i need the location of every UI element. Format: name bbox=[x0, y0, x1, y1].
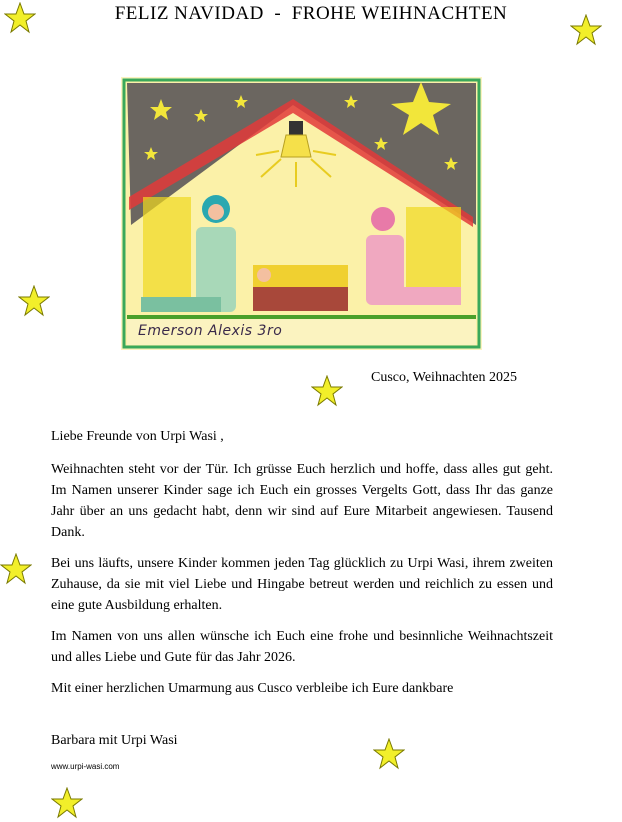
letter-body bbox=[51, 459, 553, 709]
star-icon bbox=[0, 553, 32, 585]
star-icon bbox=[373, 738, 405, 770]
letter-greeting: Liebe Freunde von Urpi Wasi , bbox=[51, 429, 224, 444]
drawing-signature: Emerson Alexis 3ro bbox=[138, 323, 283, 339]
page-title: FELIZ NAVIDAD - FROHE WEIHNACHTEN bbox=[114, 3, 508, 24]
letter-signature: Barbara mit Urpi Wasi bbox=[51, 733, 178, 748]
letter-paragraph: Mit einer herzlichen Umarmung aus Cusco verbleibe ich Eure dankbare bbox=[51, 681, 454, 696]
star-icon bbox=[51, 787, 83, 819]
star-icon bbox=[18, 285, 50, 317]
letter-paragraph: Weihnachten steht vor der Tür. Ich grüsse Euch herzlich und hoffe, dass alles gut geht. Im Namen unserer Kinder sage ich Euch ein grosses Vergelts Gott, dass Ihr das ganze Jahr über an uns gedacht habt, denn wir sind auf Eure Mitarbeit angewiesen. Tausend Dank. bbox=[51, 462, 553, 540]
website-link[interactable]: www.urpi-wasi.com bbox=[51, 762, 120, 771]
star-icon bbox=[311, 375, 343, 407]
nativity-drawing bbox=[121, 77, 482, 350]
letter-paragraph: Bei uns läufts, unsere Kinder kommen jeden Tag glücklich zu Urpi Wasi, ihrem zweiten Zuhause, da sie mit viel Liebe und Hingabe betreut werden und reichlich zu essen und eine gute Ausbildung erhalten. bbox=[51, 556, 553, 613]
letter-paragraph: Im Namen von uns allen wünsche ich Euch eine frohe und besinnliche Weihnachtszeit und alles Liebe und Gute für das Jahr 2026. bbox=[51, 629, 553, 665]
dateline: Cusco, Weihnachten 2025 bbox=[371, 370, 517, 385]
